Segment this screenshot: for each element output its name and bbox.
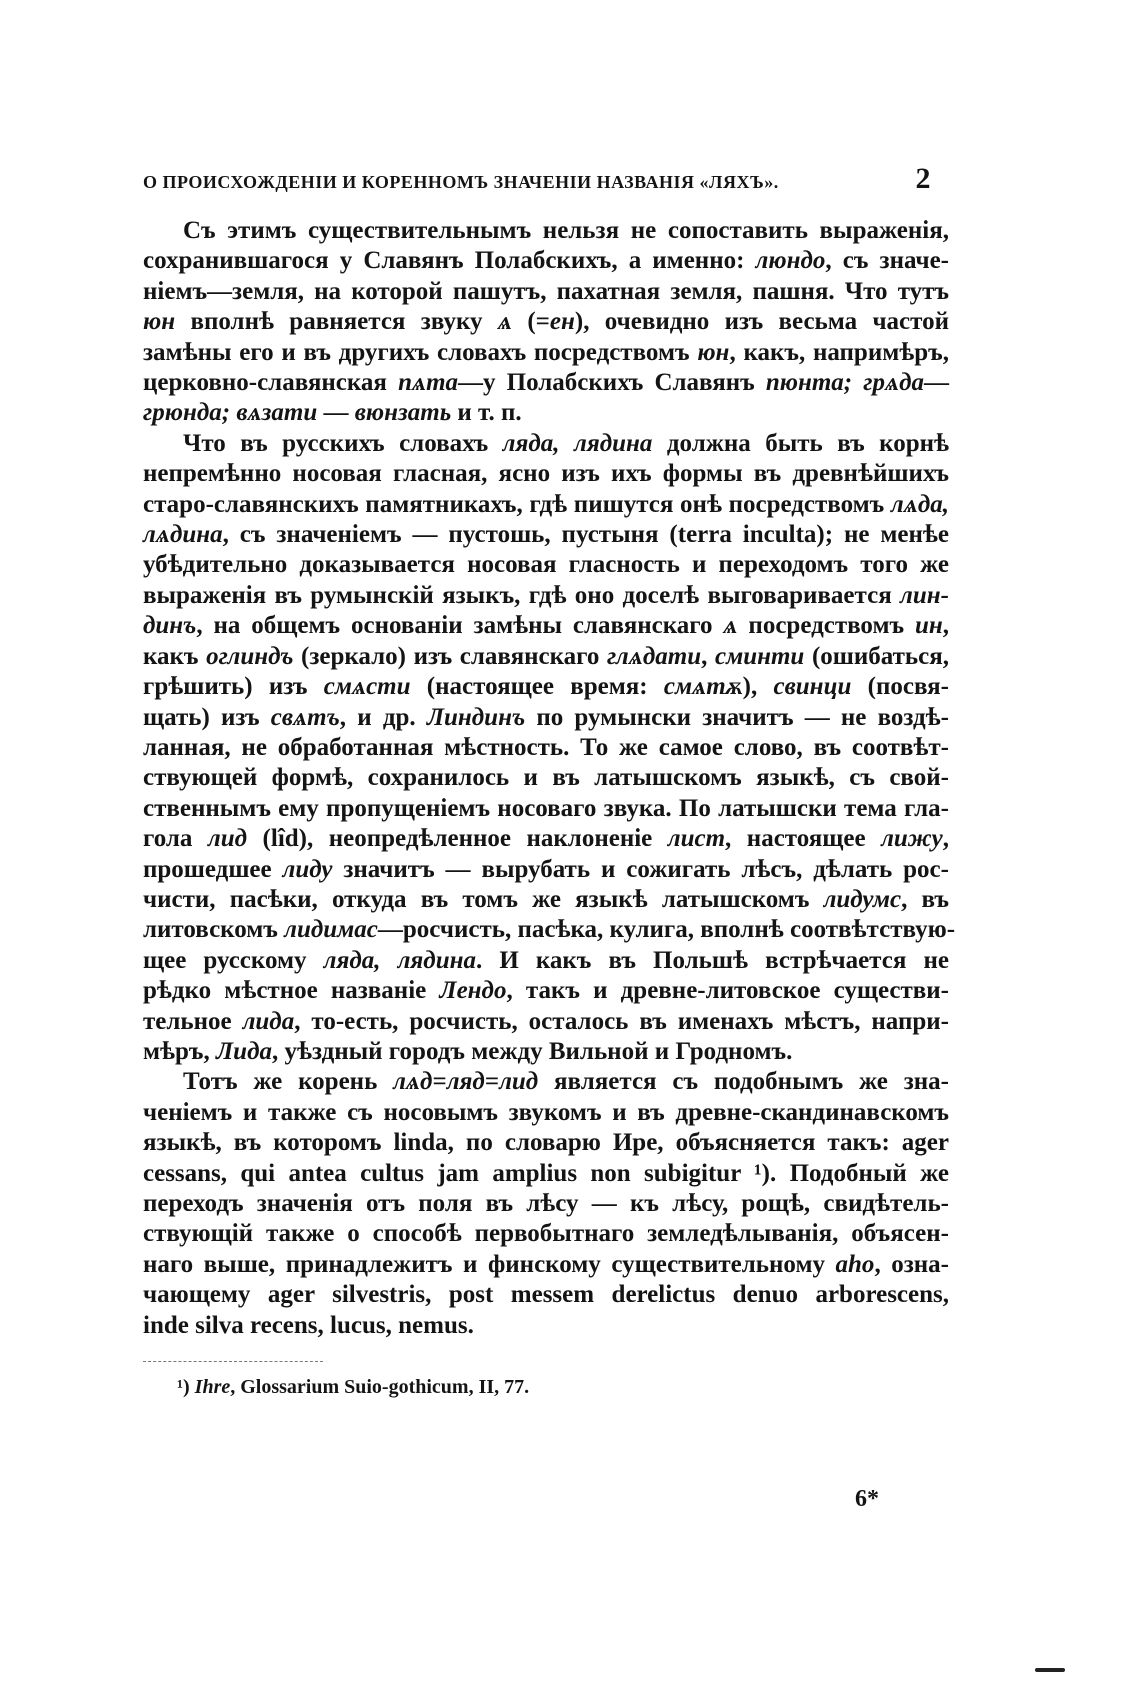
text-line: ствующій также о способѣ первобытнаго земледѣлыванія, объясен- (143, 1220, 949, 1248)
text-line: замѣны его и въ другихъ словахъ посредствомъ юн, какъ, напримѣръ, (143, 338, 950, 366)
text-line: юн вполнѣ равняется звуку ѧ (=ен), очевидно изъ весьма частой (143, 308, 949, 336)
text-line: выраженія въ румынскій языкъ, гдѣ оно доселѣ выговаривается лин- (143, 581, 949, 609)
text-line: ствующей формѣ, сохранилось и въ латышскомъ языкѣ, съ свой- (143, 764, 949, 792)
text-line: языкѣ, въ которомъ linda, по словарю Ире, объясняется такъ: ager (143, 1129, 949, 1157)
signature-mark: 6* (855, 1486, 879, 1512)
text-line: гола лид (lîd), неопредѣленное наклоненіе лист, настоящее лижу, (143, 825, 949, 853)
book-page (143, 162, 956, 1399)
text-line: Съ этимъ существительнымъ нельзя не сопоставить выраженія, (183, 217, 949, 244)
running-title: О ПРОИСХОЖДЕНІИ И КОРЕННОМЪ ЗНАЧЕНІИ НАЗВАНІЯ «ЛЯХЪ». (143, 172, 779, 192)
text-line: inde silva recens, lucus, nemus. (143, 1311, 474, 1339)
body-text (143, 216, 956, 1341)
text-line: лѧдина, съ значеніемъ — пустошь, пустыня (terra inculta); не менѣе (143, 521, 949, 549)
text-line: тельное лида, то-есть, росчисть, осталось въ именахъ мѣстъ, напри- (143, 1007, 949, 1035)
text-line: литовскомъ лидимас—росчисть, пасѣка, кулига, вполнѣ соотвѣтствую- (143, 916, 956, 944)
paragraph-1 (143, 216, 949, 429)
text-line: чисти, пасѣки, откуда въ томъ же языкѣ латышскомъ лидумс, въ (143, 885, 949, 913)
text-line: переходъ значенія отъ поля въ лѣсу — къ лѣсу, рощѣ, свидѣтель- (143, 1190, 949, 1217)
text-line: Что въ русскихъ словахъ ляда, лядина должна быть въ корнѣ (183, 429, 950, 457)
text-line: сохранившагося у Славянъ Полабскихъ, а именно: люндо, съ значе- (143, 247, 949, 275)
text-line: прошедшее лиду значитъ — вырубать и сожигать лѣсъ, дѣлать рос- (143, 855, 949, 883)
text-line: ственнымъ ему пропущеніемъ носоваго звука. По латышски тема гла- (143, 794, 949, 822)
text-line: грюнда; вѧзати — вюнзать и т. п. (143, 399, 522, 427)
text-line: мѣръ, Лида, уѣздный городъ между Вильной и Гродномъ. (143, 1037, 793, 1065)
paragraph-2 (143, 429, 956, 1068)
text-line: убѣдительно доказывается носовая гласность и переходомъ того же (143, 551, 949, 579)
footnote: ¹) Ihre, Glossarium Suio-gothicum, II, 77. (177, 1376, 530, 1399)
text-line: ніемъ—земля, на которой пашутъ, пахатная земля, пашня. Что тутъ (143, 277, 949, 305)
text-line: чающему ager silvestris, post messem derelictus denuo arborescens, (143, 1281, 949, 1309)
text-line: грѣшить) изъ смѧсти (настоящее время: смѧтѫ), свинци (посвя- (143, 673, 949, 701)
text-line: рѣдко мѣстное названіе Лендо, такъ и древне-литовское существи- (143, 977, 950, 1005)
text-line: cessans, qui antea cultus jam amplius non subigitur ¹). Подобный же (143, 1159, 949, 1187)
text-line: ченіемъ и также съ носовымъ звукомъ и въ древне-скандинавскомъ (143, 1098, 949, 1126)
text-line: динъ, на общемъ основаніи замѣны славянскаго ѧ посредствомъ ин, (143, 612, 949, 640)
text-line: ланная, не обработанная мѣстность. То же самое слово, въ соотвѣт- (143, 733, 949, 761)
text-line: наго выше, принадлежитъ и финскому существительному aho, озна- (143, 1250, 950, 1278)
footnote-rule (143, 1361, 323, 1362)
text-line: щать) изъ свѧтъ, и др. Линдинъ по румынски значитъ — не воздѣ- (143, 703, 949, 731)
paragraph-3 (143, 1067, 949, 1341)
text-line: Тотъ же корень лѧд=ляд=лид является съ подобнымъ же зна- (183, 1068, 949, 1096)
page-header (143, 162, 949, 216)
text-line: церковно-славянская пѧта—у Полабскихъ Славянъ пюнта; грѧда— (143, 369, 949, 397)
text-line: щее русскому ляда, лядина. И какъ въ Польшѣ встрѣчается не (143, 946, 949, 974)
text-line: старо-славянскихъ памятникахъ, гдѣ пишутся онѣ посредствомъ лѧда, (143, 490, 949, 518)
text-line: непремѣнно носовая гласная, ясно изъ ихъ формы въ древнѣйшихъ (143, 460, 949, 488)
text-line: какъ оглиндъ (зеркало) изъ славянскаго глѧдати, сминти (ошибаться, (143, 642, 950, 670)
edge-mark (1035, 1668, 1065, 1672)
page-number: 2 (915, 162, 931, 195)
